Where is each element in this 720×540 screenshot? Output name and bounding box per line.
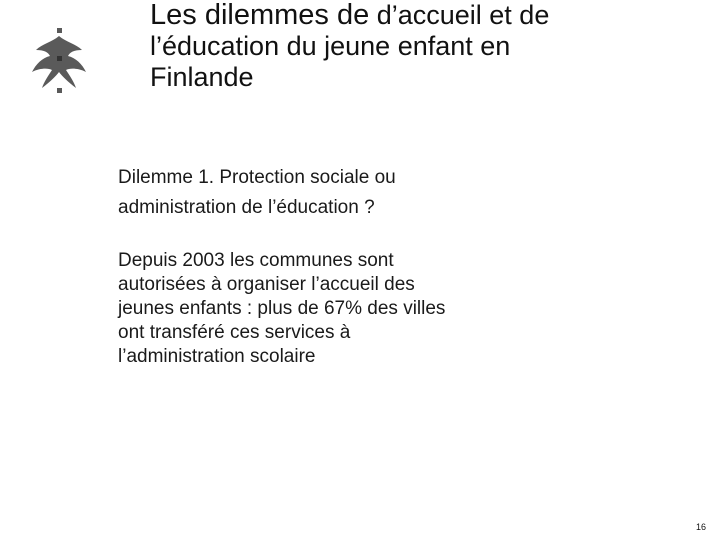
- title-line-2: l’éducation du jeune enfant en: [150, 31, 511, 61]
- title-part-2: d’accueil et de: [369, 0, 550, 30]
- body-line-1: Depuis 2003 les communes sont: [118, 250, 394, 271]
- body-line-5: l’administration scolaire: [118, 346, 316, 367]
- body-line-2: autorisées à organiser l’accueil des: [118, 274, 415, 295]
- title-part-1: Les dilemmes de: [150, 0, 370, 31]
- body-line-3: jeunes enfants : plus de 67% des villes: [118, 298, 446, 319]
- dilemma-title-line-2: administration de l’éducation ?: [118, 197, 375, 218]
- dilemma-title: Protection sociale ou: [219, 167, 396, 188]
- title-line-3: Finlande: [150, 62, 254, 92]
- body-paragraph: [118, 249, 558, 369]
- university-emblem-icon: [28, 26, 90, 100]
- slide-title: [150, 0, 710, 93]
- dilemma-heading: [118, 163, 638, 223]
- page-number: 16: [695, 522, 706, 532]
- dilemma-label: Dilemme 1.: [118, 167, 220, 188]
- body-line-4: ont transféré ces services à: [118, 322, 351, 343]
- title-line-1: [150, 0, 710, 31]
